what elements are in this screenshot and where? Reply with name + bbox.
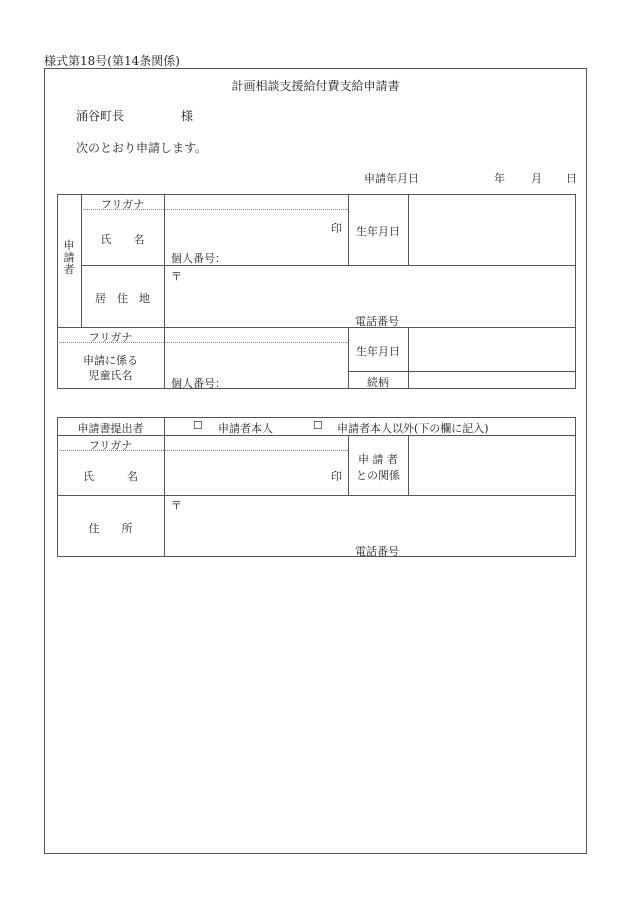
- child-birth-label: 生年月日: [356, 345, 400, 358]
- date-year: 年: [494, 172, 505, 185]
- checkbox-other-icon[interactable]: ☐: [313, 419, 323, 432]
- applicant-phone-label: 電話番号: [355, 315, 399, 328]
- submitter-furigana-label: フリガナ: [88, 439, 133, 452]
- applicant-residence-label: 居 住 地: [95, 292, 150, 305]
- submitter-postal-mark: 〒: [171, 499, 182, 512]
- child-furigana-label: フリガナ: [88, 331, 133, 344]
- applicant-name-label: 氏 名: [100, 233, 145, 246]
- date-label: 申請年月日: [364, 172, 419, 185]
- child-personal-number: 個人番号：: [171, 377, 226, 390]
- option-other-label: 申請者本人以外(下の欄に記入): [337, 422, 489, 435]
- checkbox-self-icon[interactable]: ☐: [193, 419, 203, 432]
- child-relationship-label: 続柄: [367, 376, 389, 389]
- submitter-relation-label-2: との関係: [356, 469, 400, 482]
- child-name-label-2: 児童氏名: [88, 369, 133, 382]
- child-name-label-1: 申請に係る: [83, 354, 138, 367]
- submitter-label: 申請書提出者: [77, 422, 144, 435]
- date-day: 日: [566, 172, 577, 185]
- submitter-name-label: 氏 名: [83, 470, 138, 483]
- option-self-label: 申請者本人: [218, 422, 273, 435]
- form-number: 様式第18号(第14条関係): [44, 54, 180, 68]
- form-title: 計画相談支援給付費支給申請書: [231, 79, 400, 93]
- submitter-seal: 印: [331, 470, 342, 483]
- submitter-relation-label-1: 申 請 者: [358, 453, 398, 466]
- applicant-postal-mark: 〒: [171, 270, 182, 283]
- submitter-phone-label: 電話番号: [355, 545, 399, 558]
- applicant-section-label: 申請者: [63, 239, 75, 276]
- date-month: 月: [531, 172, 542, 185]
- applicant-personal-number: 個人番号：: [171, 252, 226, 265]
- submitter-address-label: 住 所: [88, 522, 133, 535]
- intro-text: 次のとおり申請します。: [76, 141, 208, 155]
- addressee-honorific: 様: [181, 109, 194, 123]
- addressee-town: 涌谷町長: [76, 109, 125, 123]
- applicant-birth-label: 生年月日: [356, 225, 400, 238]
- applicant-seal: 印: [331, 222, 342, 235]
- applicant-furigana-label: フリガナ: [100, 198, 145, 211]
